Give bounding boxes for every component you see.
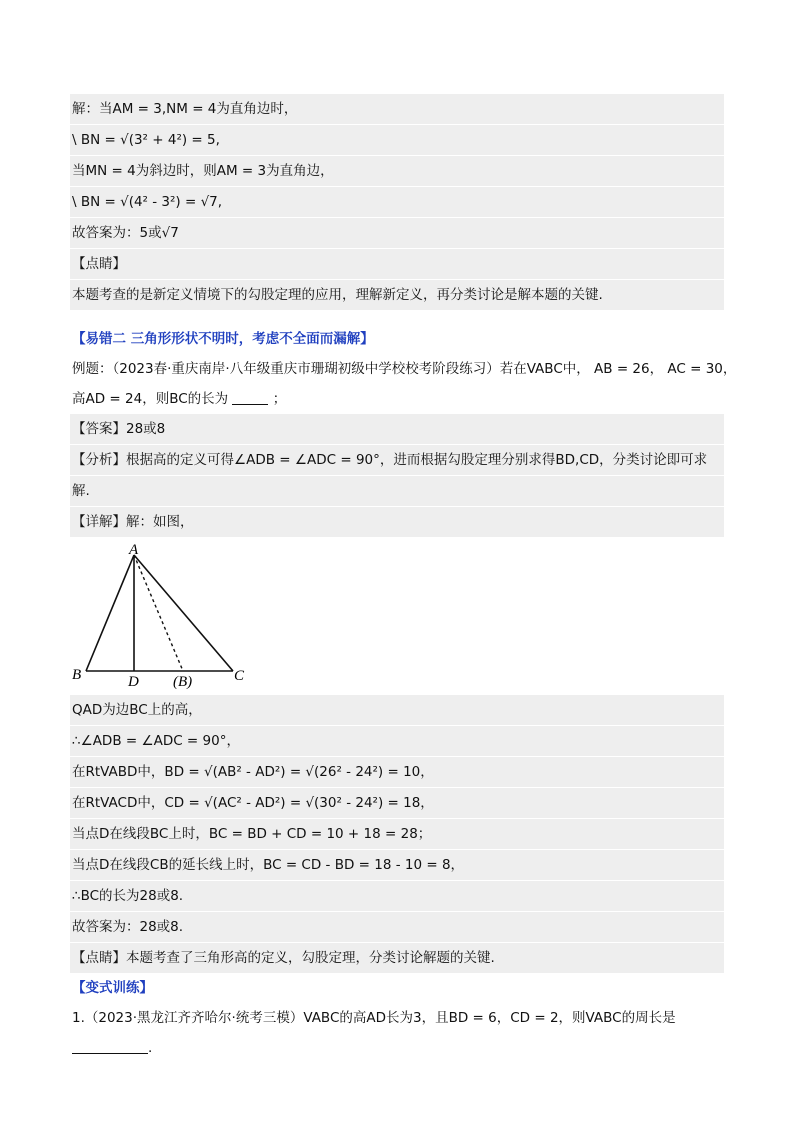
comment-text: 本题考查的是新定义情境下的勾股定理的应用，理解新定义，再分类讨论是解本题的关键.	[70, 280, 724, 310]
section-title: 【易错二 三角形形状不明时，考虑不全面而漏解】	[72, 331, 374, 347]
step-1: QAD为边BC上的高，	[70, 695, 724, 726]
practice-question-1: 1.（2023·黑龙江齐齐哈尔·统考三模）VABC的高AD长为3，且BD = 6，CD = 2，则VABC的周长是	[72, 1010, 676, 1026]
analysis-line-2: 解.	[70, 476, 724, 507]
example-line-1: 例题：（2023春·重庆南岸·八年级重庆市珊瑚初级中学校校考阶段练习）若在VABC中， AB = 26， AC = 30，	[72, 361, 737, 377]
example-line-2	[70, 384, 724, 414]
practice-title: 【变式训练】	[72, 980, 153, 996]
comment-heading: 【点睛】	[70, 249, 724, 280]
label-a: A	[129, 542, 139, 558]
triangle-figure	[70, 541, 248, 691]
practice-end: .	[148, 1040, 153, 1056]
solution-line-4: \ BN = √(4² - 3²) = √7,	[70, 187, 724, 218]
step-3: 在RtVABD中，BD = √(AB² - AD²) = √(26² - 24²) = 10，	[70, 757, 724, 788]
solution-line-1: 解：当AM = 3,NM = 4为直角边时，	[70, 94, 724, 125]
step-4: 在RtVACD中，CD = √(AC² - AD²) = √(30² - 24²) = 18，	[70, 788, 724, 819]
step-6: 当点D在线段CB的延长线上时，BC = CD - BD = 18 - 10 = 8，	[70, 850, 724, 881]
analysis-line-1: 【分析】根据高的定义可得∠ADB = ∠ADC = 90°，进而根据勾股定理分别求得BD,CD，分类讨论即可求	[70, 445, 724, 476]
label-b-prime: (B)	[173, 674, 193, 690]
solution-line-3: 当MN = 4为斜边时，则AM = 3为直角边，	[70, 156, 724, 187]
step-9: 【点睛】本题考查了三角形高的定义，勾股定理，分类讨论解题的关键.	[70, 943, 724, 973]
practice-answer-line	[70, 1033, 724, 1063]
practice-answer-blank	[72, 1039, 148, 1054]
label-b: B	[72, 667, 82, 683]
step-5: 当点D在线段BC上时，BC = BD + CD = 10 + 18 = 28；	[70, 819, 724, 850]
answer-line: 【答案】28或8	[70, 414, 724, 445]
solution-line-5: 故答案为：5或√7	[70, 218, 724, 249]
step-8: 故答案为：28或8.	[70, 912, 724, 943]
triangle-diagram	[70, 541, 248, 691]
document-page	[70, 94, 737, 1063]
answer-blank	[232, 390, 268, 405]
label-c: C	[234, 668, 245, 684]
label-d: D	[128, 674, 139, 690]
step-2: ∴∠ADB = ∠ADC = 90°，	[70, 726, 724, 757]
solution-line-2: \ BN = √(3² + 4²) = 5,	[70, 125, 724, 156]
step-7: ∴BC的长为28或8.	[70, 881, 724, 912]
detail-heading: 【详解】解：如图，	[70, 507, 724, 537]
example-line-2-end: ；	[272, 391, 287, 407]
example-line-2-text: 高AD = 24，则BC的长为	[72, 391, 229, 407]
